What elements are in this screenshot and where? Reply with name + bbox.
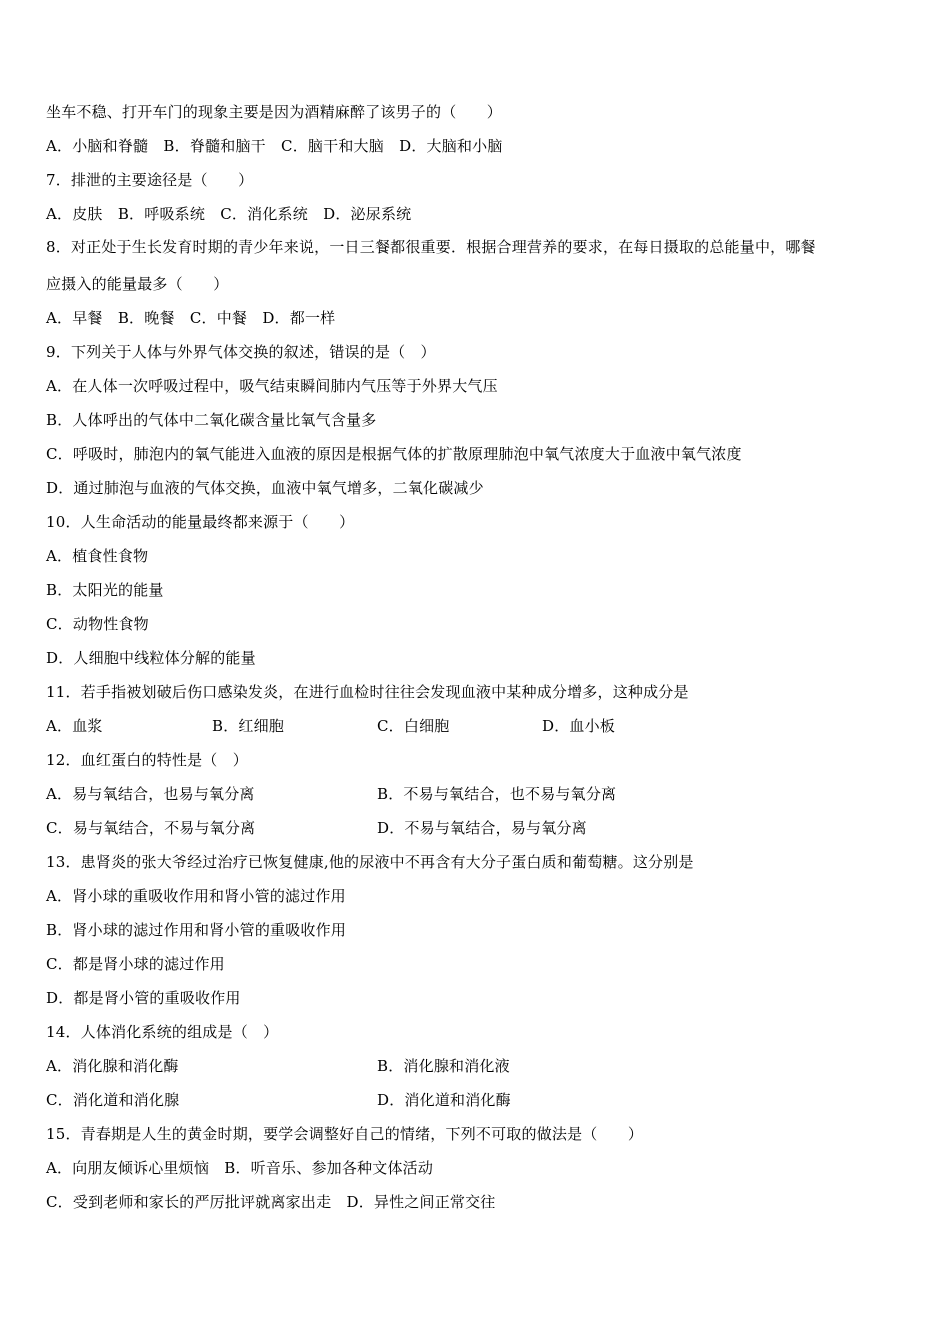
q12-option-d: D．不易与氧结合，易与氧分离 xyxy=(377,819,587,837)
q9-option-c: C．呼吸时，肺泡内的氧气能进入血液的原因是根据气体的扩散原理肺泡中氧气浓度大于血液中氧气浓度 xyxy=(46,445,742,463)
q14-stem: 14．人体消化系统的组成是（ ） xyxy=(46,1023,279,1041)
q13-option-c: C．都是肾小球的滤过作用 xyxy=(46,955,225,973)
q12-option-b: B．不易与氧结合，也不易与氧分离 xyxy=(377,785,617,803)
q9-option-d: D．通过肺泡与血液的气体交换，血液中氧气增多，二氧化碳减少 xyxy=(46,479,484,497)
q15-options-ab: A．向朋友倾诉心里烦恼 B．听音乐、参加各种文体活动 xyxy=(46,1159,434,1177)
q13-stem: 13．患肾炎的张大爷经过治疗已恢复健康,他的尿液中不再含有大分子蛋白质和葡萄糖。这分别是 xyxy=(46,853,694,871)
q7-stem: 7．排泄的主要途径是（ ） xyxy=(46,171,254,189)
q13-option-a: A．肾小球的重吸收作用和肾小管的滤过作用 xyxy=(46,887,346,905)
q8-stem-line1: 8．对正处于生长发育时期的青少年来说，一日三餐都很重要．根据合理营养的要求，在每日摄取的总能量中，哪餐 xyxy=(46,238,816,256)
q10-stem: 10．人生命活动的能量最终都来源于（ ） xyxy=(46,513,355,531)
q13-option-d: D．都是肾小管的重吸收作用 xyxy=(46,989,241,1007)
q11-stem: 11．若手指被划破后伤口感染发炎，在进行血检时往往会发现血液中某种成分增多，这种成分是 xyxy=(46,683,689,701)
q10-option-d: D．人细胞中线粒体分解的能量 xyxy=(46,649,256,667)
q14-option-c: C．消化道和消化腺 xyxy=(46,1091,180,1109)
q10-option-b: B．太阳光的能量 xyxy=(46,581,164,599)
q6-options: A．小脑和脊髓 B．脊髓和脑干 C．脑干和大脑 D．大脑和小脑 xyxy=(46,137,503,155)
q8-stem-line2: 应摄入的能量最多（ ） xyxy=(46,275,229,293)
q11-option-a: A．血浆 xyxy=(46,717,103,735)
q14-option-a: A．消化腺和消化酶 xyxy=(46,1057,179,1075)
q14-option-b: B．消化腺和消化液 xyxy=(377,1057,510,1075)
q9-option-b: B．人体呼出的气体中二氧化碳含量比氧气含量多 xyxy=(46,411,377,429)
q6-stem-continuation: 坐车不稳、打开车门的现象主要是因为酒精麻醉了该男子的（ ） xyxy=(46,103,503,121)
q11-option-c: C．白细胞 xyxy=(377,717,450,735)
q11-option-b: B．红细胞 xyxy=(212,717,285,735)
q7-options: A．皮肤 B．呼吸系统 C．消化系统 D．泌尿系统 xyxy=(46,205,412,223)
q15-stem: 15．青春期是人生的黄金时期，要学会调整好自己的情绪，下列不可取的做法是（ ） xyxy=(46,1125,644,1143)
q10-option-a: A．植食性食物 xyxy=(46,547,149,565)
q12-option-c: C．易与氧结合，不易与氧分离 xyxy=(46,819,256,837)
q14-option-d: D．消化道和消化酶 xyxy=(377,1091,511,1109)
q12-option-a: A．易与氧结合，也易与氧分离 xyxy=(46,785,255,803)
q9-option-a: A．在人体一次呼吸过程中，吸气结束瞬间肺内气压等于外界大气压 xyxy=(46,377,498,395)
q8-options: A．早餐 B．晚餐 C．中餐 D．都一样 xyxy=(46,309,336,327)
q12-stem: 12．血红蛋白的特性是（ ） xyxy=(46,751,248,769)
q15-options-cd: C．受到老师和家长的严厉批评就离家出走 D．异性之间正常交往 xyxy=(46,1193,496,1211)
q10-option-c: C．动物性食物 xyxy=(46,615,149,633)
q11-option-d: D．血小板 xyxy=(542,717,616,735)
q13-option-b: B．肾小球的滤过作用和肾小管的重吸收作用 xyxy=(46,921,347,939)
q9-stem: 9．下列关于人体与外界气体交换的叙述，错误的是（ ） xyxy=(46,343,436,361)
